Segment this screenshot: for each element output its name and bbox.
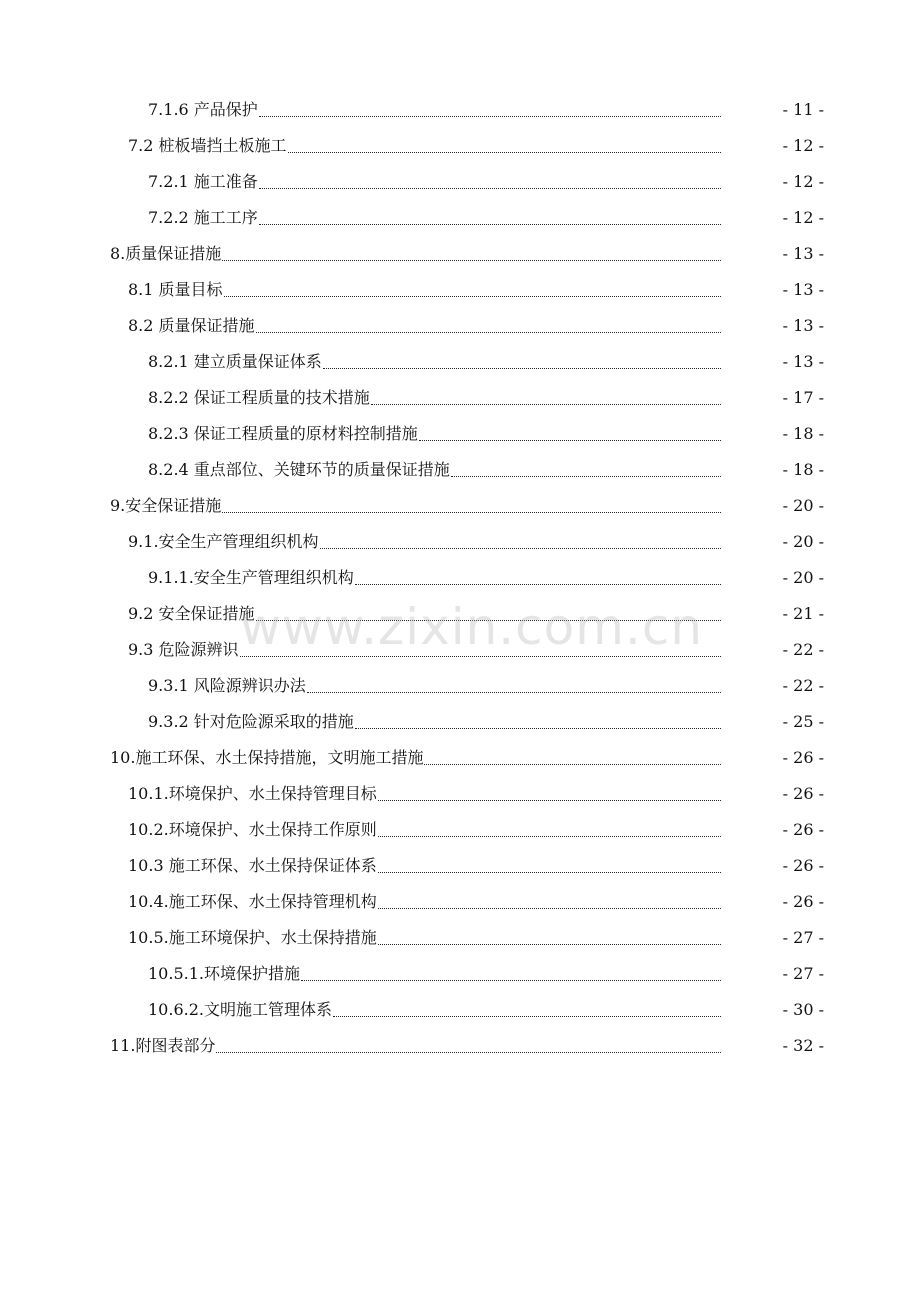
toc-dot-leader (288, 128, 721, 164)
toc-dot-leader (259, 164, 721, 200)
toc-entry-label: 9.安全保证措施 (110, 488, 221, 524)
toc-entry[interactable] (0, 560, 920, 596)
toc-entry-label: 8.2 质量保证措施 (128, 308, 255, 344)
toc-entry-label: 8.2.4 重点部位、关键环节的质量保证措施 (148, 452, 450, 488)
toc-entry[interactable] (0, 848, 920, 884)
toc-entry-label: 10.3 施工环保、水土保持保证体系 (128, 848, 377, 884)
toc-entry-page-number: - 21 - (782, 604, 824, 623)
toc-dot-leader (320, 524, 721, 560)
toc-dot-leader (323, 344, 721, 380)
toc-entry-label: 9.3.1 风险源辨识办法 (148, 668, 306, 704)
toc-entry[interactable] (0, 272, 920, 308)
toc-entry-page-number: - 18 - (782, 424, 824, 443)
toc-entry-page-number: - 27 - (782, 964, 824, 983)
toc-entry[interactable] (0, 668, 920, 704)
toc-entry[interactable] (0, 956, 920, 992)
toc-dot-leader (256, 308, 721, 344)
toc-entry-page-number: - 13 - (782, 280, 824, 299)
toc-entry-label: 8.1 质量目标 (128, 272, 223, 308)
toc-dot-leader (355, 704, 721, 740)
toc-entry-label: 7.1.6 产品保护 (148, 92, 258, 128)
toc-entry-label: 10.1.环境保护、水土保持管理目标 (128, 776, 377, 812)
toc-entry-page-number: - 26 - (782, 820, 824, 839)
toc-dot-leader (222, 488, 721, 524)
toc-entry-label: 10.2.环境保护、水土保持工作原则 (128, 812, 377, 848)
toc-dot-leader (378, 920, 721, 956)
toc-entry-label: 9.1.安全生产管理组织机构 (128, 524, 319, 560)
toc-dot-leader (378, 812, 721, 848)
toc-dot-leader (240, 632, 721, 668)
toc-entry[interactable] (0, 164, 920, 200)
table-of-contents (0, 92, 920, 1064)
toc-entry-page-number: - 18 - (782, 460, 824, 479)
toc-entry[interactable] (0, 200, 920, 236)
toc-dot-leader (378, 884, 721, 920)
toc-entry-label: 8.2.3 保证工程质量的原材料控制措施 (148, 416, 418, 452)
toc-entry-page-number: - 22 - (782, 676, 824, 695)
toc-entry-page-number: - 26 - (782, 748, 824, 767)
toc-entry-page-number: - 20 - (782, 568, 824, 587)
toc-entry-page-number: - 12 - (782, 172, 824, 191)
toc-entry-label: 9.3.2 针对危险源采取的措施 (148, 704, 354, 740)
toc-entry[interactable] (0, 776, 920, 812)
toc-entry-page-number: - 32 - (782, 1036, 824, 1055)
toc-entry-label: 8.质量保证措施 (110, 236, 221, 272)
toc-entry-label: 7.2 桩板墙挡土板施工 (128, 128, 287, 164)
toc-dot-leader (451, 452, 721, 488)
toc-dot-leader (216, 1028, 721, 1064)
toc-entry-page-number: - 25 - (782, 712, 824, 731)
toc-entry[interactable] (0, 452, 920, 488)
toc-entry-label: 9.3 危险源辨识 (128, 632, 239, 668)
toc-dot-leader (371, 380, 721, 416)
toc-dot-leader (333, 992, 721, 1028)
toc-entry-page-number: - 13 - (782, 244, 824, 263)
toc-dot-leader (259, 92, 721, 128)
toc-entry-page-number: - 26 - (782, 892, 824, 911)
toc-entry-page-number: - 30 - (782, 1000, 824, 1019)
toc-entry-page-number: - 12 - (782, 136, 824, 155)
toc-entry[interactable] (0, 632, 920, 668)
toc-entry[interactable] (0, 308, 920, 344)
toc-dot-leader (355, 560, 721, 596)
toc-entry[interactable] (0, 1028, 920, 1064)
toc-entry-label: 10.5.施工环境保护、水土保持措施 (128, 920, 377, 956)
toc-entry-label: 7.2.1 施工准备 (148, 164, 258, 200)
toc-entry-label: 10.施工环保、水土保持措施，文明施工措施 (110, 740, 423, 776)
toc-dot-leader (307, 668, 721, 704)
toc-entry-label: 9.1.1.安全生产管理组织机构 (148, 560, 354, 596)
toc-dot-leader (378, 848, 721, 884)
toc-entry-label: 10.5.1.环境保护措施 (148, 956, 300, 992)
toc-entry[interactable] (0, 236, 920, 272)
toc-entry-page-number: - 26 - (782, 784, 824, 803)
toc-entry-label: 10.6.2.文明施工管理体系 (148, 992, 332, 1028)
toc-dot-leader (224, 272, 721, 308)
toc-entry[interactable] (0, 344, 920, 380)
toc-entry[interactable] (0, 92, 920, 128)
toc-entry-page-number: - 26 - (782, 856, 824, 875)
toc-entry-label: 7.2.2 施工工序 (148, 200, 258, 236)
toc-entry[interactable] (0, 992, 920, 1028)
toc-entry-label: 8.2.2 保证工程质量的技术措施 (148, 380, 370, 416)
toc-entry-page-number: - 20 - (782, 532, 824, 551)
toc-entry-label: 10.4.施工环保、水土保持管理机构 (128, 884, 377, 920)
toc-dot-leader (222, 236, 721, 272)
toc-entry[interactable] (0, 596, 920, 632)
toc-entry-page-number: - 13 - (782, 316, 824, 335)
toc-entry-page-number: - 20 - (782, 496, 824, 515)
toc-entry-page-number: - 13 - (782, 352, 824, 371)
toc-entry-page-number: - 27 - (782, 928, 824, 947)
toc-entry-page-number: - 11 - (782, 100, 824, 119)
toc-entry[interactable] (0, 920, 920, 956)
toc-entry-page-number: - 12 - (782, 208, 824, 227)
toc-entry[interactable] (0, 416, 920, 452)
toc-entry[interactable] (0, 812, 920, 848)
toc-entry-page-number: - 17 - (782, 388, 824, 407)
toc-entry[interactable] (0, 704, 920, 740)
toc-dot-leader (419, 416, 721, 452)
toc-entry[interactable] (0, 380, 920, 416)
watermark: www.zixin.com.cn (240, 598, 704, 656)
toc-dot-leader (378, 776, 721, 812)
toc-entry[interactable] (0, 524, 920, 560)
toc-dot-leader (424, 740, 721, 776)
toc-entry-label: 11.附图表部分 (110, 1028, 215, 1064)
toc-entry[interactable] (0, 128, 920, 164)
toc-entry[interactable] (0, 488, 920, 524)
toc-entry-page-number: - 22 - (782, 640, 824, 659)
toc-entry-label: 9.2 安全保证措施 (128, 596, 255, 632)
toc-entry-label: 8.2.1 建立质量保证体系 (148, 344, 322, 380)
toc-entry[interactable] (0, 884, 920, 920)
toc-dot-leader (301, 956, 721, 992)
toc-entry[interactable] (0, 740, 920, 776)
toc-dot-leader (256, 596, 721, 632)
toc-dot-leader (259, 200, 721, 236)
